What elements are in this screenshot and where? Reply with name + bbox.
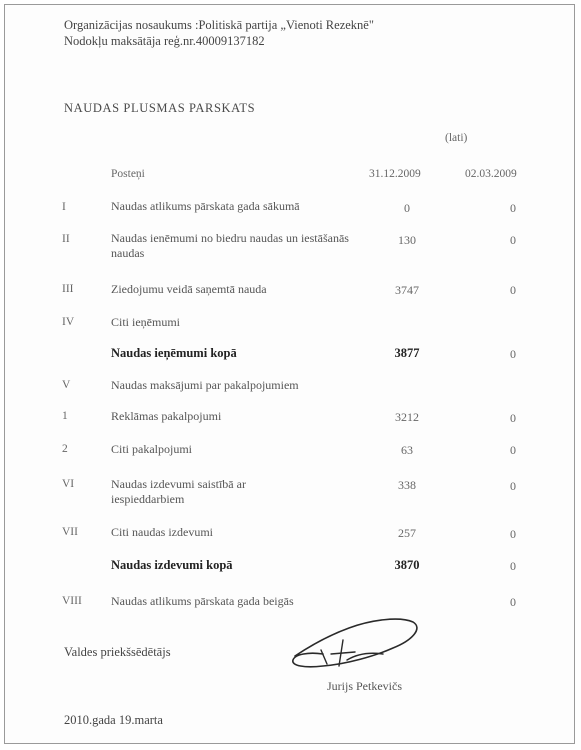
row-number: VIII — [62, 595, 82, 607]
row-value-period1: 257 — [398, 526, 416, 540]
column-header-period1: 31.12.2009 — [369, 168, 421, 180]
row-label: Naudas atlikums pārskata gada beigās — [111, 594, 294, 608]
column-header-items: Posteņi — [111, 168, 145, 180]
board-chair-label: Valdes priekšsēdētājs — [64, 645, 171, 659]
row-value-period2: 0 — [510, 201, 516, 215]
row-value-period1: 130 — [398, 233, 416, 247]
row-value-period2: 0 — [510, 527, 516, 541]
row-value-period2: 0 — [510, 283, 516, 297]
row-label: Citi naudas izdevumi — [111, 525, 213, 539]
handwritten-signature — [287, 612, 427, 674]
signer-name: Jurijs Petkevičs — [327, 679, 402, 693]
row-value-period2: 0 — [510, 233, 516, 247]
row-value-period2: 0 — [510, 595, 516, 609]
row-value-period1: 3212 — [395, 410, 419, 424]
organization-name: Organizācijas nosaukums :Politiskā partija „Vienoti Rezeknē" — [64, 18, 374, 32]
row-number: V — [62, 379, 71, 391]
row-value-period1: 3747 — [395, 283, 419, 297]
row-label: Naudas ienēmumi no biedru naudas un iestāšanās naudas — [111, 231, 349, 260]
row-label: Reklāmas pakalpojumi — [111, 409, 222, 423]
document-page — [4, 4, 575, 744]
row-label: Naudas atlikums pārskata gada sākumā — [111, 199, 300, 213]
row-number: 1 — [62, 410, 68, 422]
row-number: VI — [62, 478, 75, 490]
report-title: NAUDAS PLUSMAS PARSKATS — [64, 101, 256, 115]
total-income-period2: 0 — [510, 347, 516, 361]
row-number: II — [62, 233, 70, 245]
row-value-period1: 0 — [404, 201, 410, 215]
row-value-period1: 338 — [398, 478, 416, 492]
total-income-period1: 3877 — [394, 346, 420, 360]
row-number: 2 — [62, 443, 68, 455]
row-number: I — [62, 201, 66, 213]
document-date: 2010.gada 19.marta — [64, 713, 163, 727]
taxpayer-reg-number: Nodokļu maksātāja reģ.nr.40009137182 — [64, 34, 265, 48]
total-income-label: Naudas ieņēmumi kopā — [111, 346, 237, 360]
row-label: Naudas izdevumi saistībā ar iespieddarbiem — [111, 477, 246, 506]
row-label: Naudas maksājumi par pakalpojumiem — [111, 378, 299, 392]
row-number: IV — [62, 316, 75, 328]
row-label: Ziedojumu veidā saņemtā nauda — [111, 282, 267, 296]
total-expenses-period2: 0 — [510, 559, 516, 573]
row-value-period2: 0 — [510, 479, 516, 493]
column-header-period2: 02.03.2009 — [465, 168, 517, 180]
row-value-period1: 63 — [401, 443, 413, 457]
total-expenses-period1: 3870 — [394, 558, 420, 572]
row-label: Citi ieņēmumi — [111, 315, 180, 329]
currency-unit: (lati) — [445, 132, 468, 144]
row-value-period2: 0 — [510, 411, 516, 425]
row-label: Citi pakalpojumi — [111, 442, 192, 456]
total-expenses-label: Naudas izdevumi kopā — [111, 558, 233, 572]
row-number: VII — [62, 526, 78, 538]
row-value-period2: 0 — [510, 443, 516, 457]
row-number: III — [62, 283, 74, 295]
